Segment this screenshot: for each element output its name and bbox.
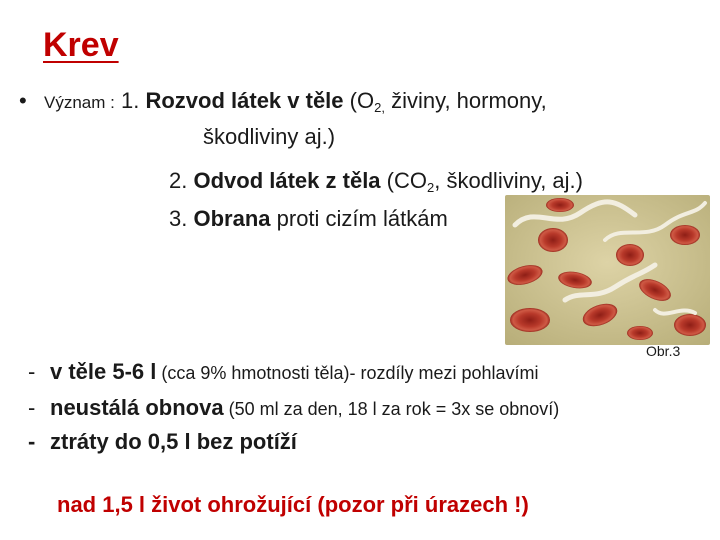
fact-bold: neustálá obnova (50, 395, 224, 420)
item-text: (CO (380, 168, 427, 193)
bullet-marker: • (19, 88, 27, 113)
fact-text: (cca 9% hmotnosti těla)- rozdíly mezi pohlavími (156, 363, 539, 383)
fact-bold: ztráty do 0,5 l bez potíží (50, 429, 297, 454)
fact-bold: v těle 5-6 l (50, 359, 157, 384)
item-subscript: 2, (374, 100, 385, 115)
dash-marker: - (28, 429, 36, 454)
item-bold: Rozvod látek v těle (145, 88, 344, 113)
item-subscript: 2 (427, 180, 435, 195)
slide-title: Krev (43, 26, 119, 64)
meaning-item-1-continuation: škodliviny aj.) (203, 124, 336, 149)
item-text: proti cizím látkám (270, 206, 448, 231)
dash-marker: - (28, 395, 36, 420)
meaning-label: Význam : (44, 93, 115, 112)
meaning-item-2 (169, 168, 583, 194)
item-bold: Obrana (193, 206, 271, 231)
item-number: 3. (169, 206, 188, 231)
blood-cells-illustration (505, 195, 710, 345)
meaning-item-3 (169, 206, 448, 232)
item-text: živiny, hormony, (384, 88, 547, 113)
item-text: , škodliviny, aj.) (434, 168, 583, 193)
item-number: 2. (169, 168, 188, 193)
fact-row (28, 394, 559, 423)
item-number: 1. (120, 88, 140, 113)
meaning-item-1 (44, 88, 547, 116)
blood-cells-photo (505, 195, 710, 345)
item-text: (O (343, 88, 375, 113)
warning-text: nad 1,5 l život ohrožující (pozor při úrazech !) (57, 492, 529, 517)
item-bold: Odvod látek z těla (193, 168, 381, 193)
fact-text: (50 ml za den, 18 l za rok = 3x se obnoví) (223, 399, 560, 419)
dash-marker: - (28, 359, 36, 384)
fact-row (28, 428, 297, 457)
image-caption: Obr.3 (646, 343, 681, 359)
fact-row (28, 358, 539, 387)
